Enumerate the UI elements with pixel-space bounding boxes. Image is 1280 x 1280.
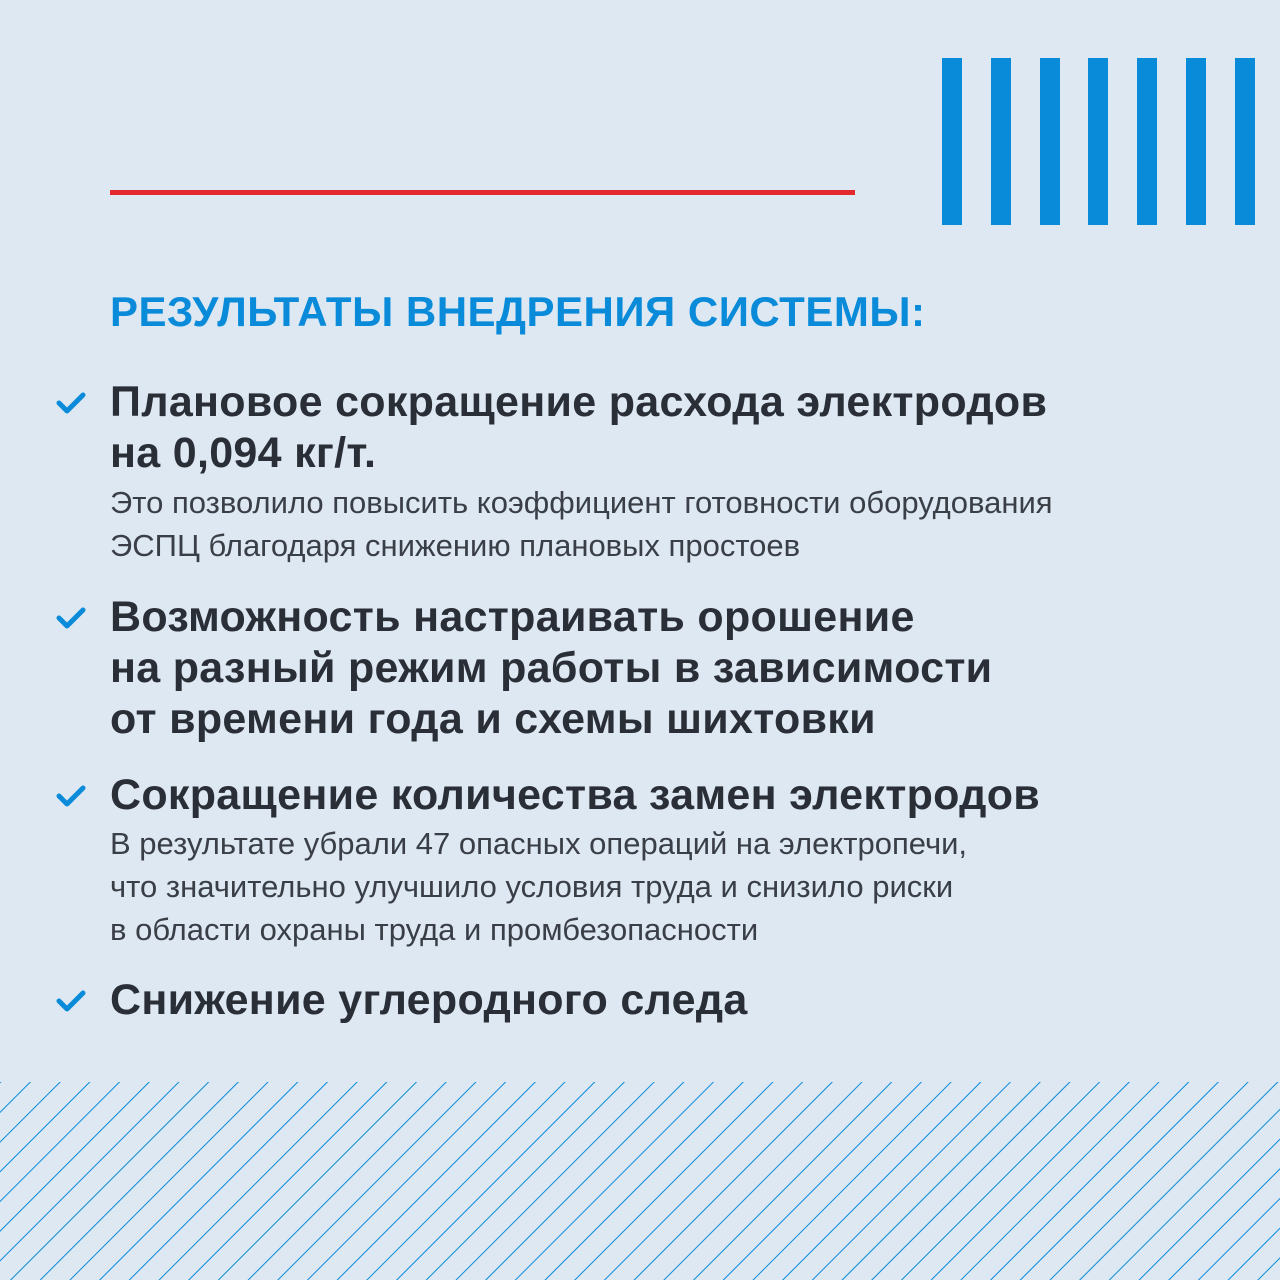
description-line: в области охраны труда и промбезопасности	[110, 912, 759, 947]
description-line: что значительно улучшило условия труда и снизило риски	[110, 869, 954, 904]
title-line: Плановое сокращение расхода электродов	[110, 378, 1048, 426]
stripe	[1235, 58, 1255, 225]
description-line: Это позволило повысить коэффициент готовности оборудования	[110, 485, 1053, 520]
stripe	[1088, 58, 1108, 225]
stripe	[942, 58, 962, 225]
result-item-description	[110, 481, 1053, 567]
title-line: на 0,094 кг/т.	[110, 429, 377, 477]
result-item-description	[110, 822, 967, 951]
stripe	[991, 58, 1011, 225]
result-item-title	[110, 770, 1040, 821]
stripe	[1186, 58, 1206, 225]
page-title: РЕЗУЛЬТАТЫ ВНЕДРЕНИЯ СИСТЕМЫ:	[110, 288, 926, 335]
description-line: В результате убрали 47 опасных операций на электропечи,	[110, 826, 968, 861]
description-line: ЭСПЦ благодаря снижению плановых простоев	[110, 528, 801, 563]
title-line: Возможность настраивать орошение	[110, 593, 915, 641]
title-line: Сокращение количества замен электродов	[110, 771, 1041, 819]
stripe	[1137, 58, 1157, 225]
title-line: Снижение углеродного следа	[110, 976, 748, 1024]
checkmark-icon	[54, 779, 88, 813]
checkmark-icon	[54, 601, 88, 635]
checkmark-icon	[54, 386, 88, 420]
stripe	[1040, 58, 1060, 225]
vertical-stripes-decoration	[942, 58, 1255, 225]
result-item-title	[110, 377, 1047, 479]
checkmark-icon	[54, 984, 88, 1018]
title-line: от времени года и схемы шихтовки	[110, 695, 876, 743]
result-item-title	[110, 975, 748, 1026]
red-divider-line	[110, 190, 855, 195]
title-line: на разный режим работы в зависимости	[110, 644, 993, 692]
result-item-title	[110, 592, 992, 745]
diagonal-hatch-decoration	[0, 1082, 1280, 1280]
